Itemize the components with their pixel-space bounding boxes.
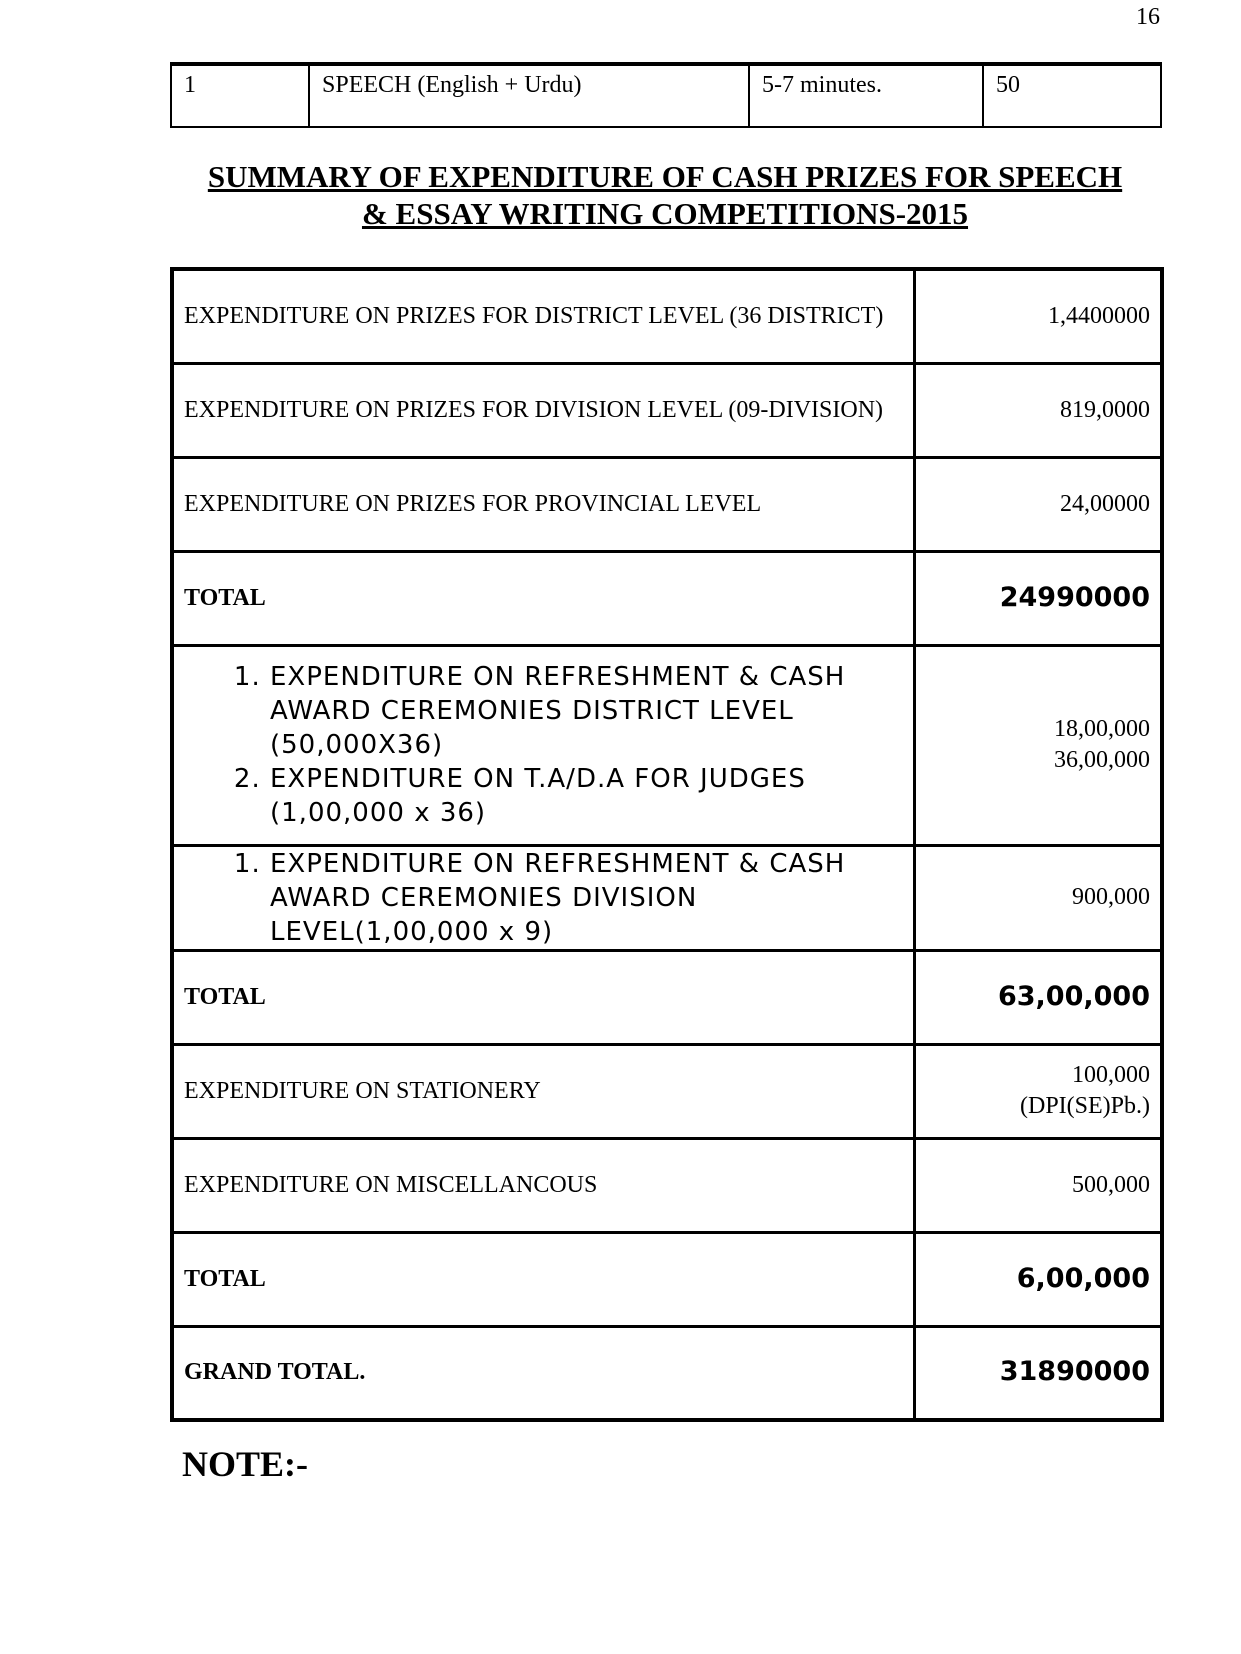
- heading-line-2: & ESSAY WRITING COMPETITIONS-2015: [361, 196, 969, 231]
- table-row-total-2: [172, 950, 1162, 1044]
- row-amount: 500,000: [914, 1138, 1162, 1232]
- event-cell: SPEECH (English + Urdu): [309, 64, 749, 127]
- total-label: TOTAL: [184, 584, 266, 611]
- row-label: EXPENDITURE ON MISCELLANCOUS: [184, 1171, 598, 1198]
- table-row-grand-total: [172, 1326, 1162, 1420]
- total-label: TOTAL: [184, 983, 266, 1010]
- table-row-ceremony-division: [172, 845, 1162, 950]
- table-row-misc: [172, 1138, 1162, 1232]
- grand-total-label: GRAND TOTAL.: [184, 1359, 366, 1386]
- table-row-total-1: [172, 551, 1162, 645]
- row-amount-2: 36,00,000: [1054, 747, 1150, 773]
- row-amount-note: (DPI(SE)Pb.): [1020, 1093, 1150, 1119]
- heading-line-1: SUMMARY OF EXPENDITURE OF CASH PRIZES FOR SPEECH: [207, 159, 1123, 194]
- row-amount: 100,000: [1072, 1062, 1150, 1088]
- note-heading: NOTE:-: [182, 1444, 308, 1484]
- list-item: 2. EXPENDITURE ON T.A/D.A FOR JUDGES (1,00,000 x 36): [270, 762, 903, 830]
- list-item: 1. EXPENDITURE ON REFRESHMENT & CASH AWARD CEREMONIES DIVISION LEVEL(1,00,000 x 9): [270, 847, 903, 949]
- total-amount: 24990000: [999, 581, 1150, 613]
- duration-cell: 5-7 minutes.: [749, 64, 983, 127]
- row-amount: 819,0000: [914, 363, 1162, 457]
- row-label: EXPENDITURE ON PRIZES FOR PROVINCIAL LEVEL: [184, 490, 762, 517]
- row-label: EXPENDITURE ON PRIZES FOR DIVISION LEVEL (09-DIVISION): [184, 396, 884, 423]
- total-label: TOTAL: [184, 1265, 266, 1292]
- row-amount: 1,4400000: [914, 269, 1162, 363]
- table-row-division: [172, 363, 1162, 457]
- table-row-ceremony-district: [172, 645, 1162, 845]
- total-amount: 63,00,000: [997, 980, 1150, 1012]
- table-row: [171, 64, 1161, 127]
- table-row-total-3: [172, 1232, 1162, 1326]
- ceremony-division-list: [184, 847, 903, 949]
- row-amount: 900,000: [914, 845, 1162, 950]
- row-label: EXPENDITURE ON STATIONERY: [184, 1077, 541, 1104]
- row-amount: 24,00000: [914, 457, 1162, 551]
- ceremony-district-list: [184, 660, 903, 830]
- serial-cell: 1: [171, 64, 309, 127]
- table-row-stationery: [172, 1044, 1162, 1138]
- competition-table: [170, 62, 1162, 128]
- table-row-provincial: [172, 457, 1162, 551]
- row-amount-1: 18,00,000: [1054, 716, 1150, 742]
- row-label: EXPENDITURE ON PRIZES FOR DISTRICT LEVEL (36 DISTRICT): [184, 302, 884, 329]
- grand-total-amount: 31890000: [999, 1356, 1150, 1388]
- expenditure-table: [170, 267, 1164, 1422]
- list-item: 1. EXPENDITURE ON REFRESHMENT & CASH AWARD CEREMONIES DISTRICT LEVEL (50,000X36): [270, 660, 903, 762]
- summary-heading: [170, 158, 1160, 232]
- table-row-district: [172, 269, 1162, 363]
- page-number: 16: [1136, 4, 1160, 30]
- total-amount: 6,00,000: [1016, 1262, 1150, 1294]
- marks-cell: 50: [983, 64, 1161, 127]
